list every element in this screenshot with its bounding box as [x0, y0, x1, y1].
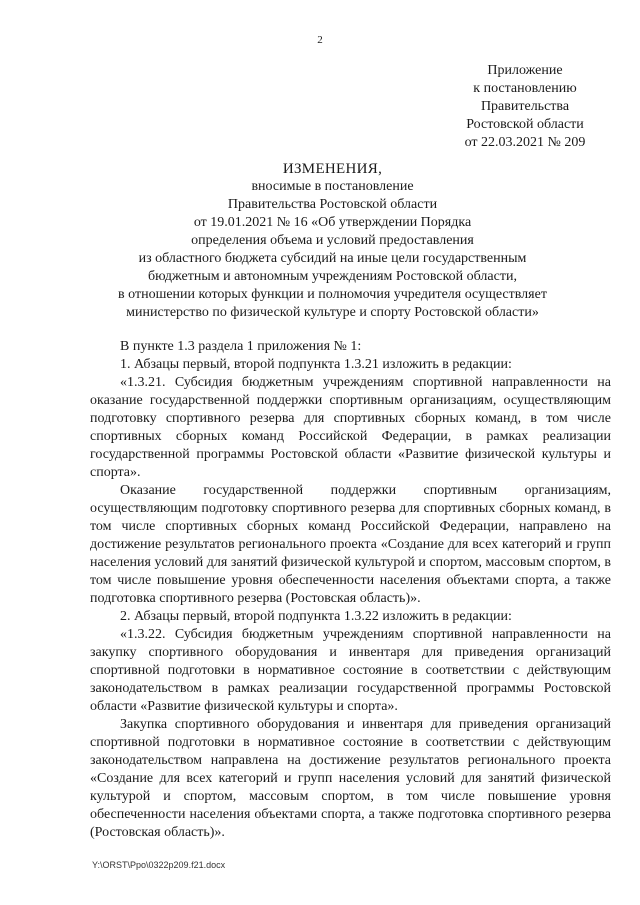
- header-line: министерство по физической культуре и спорту Ростовской области»: [126, 305, 539, 320]
- body-paragraph: 2. Абзацы первый, второй подпункта 1.3.22 изложить в редакции:: [120, 609, 512, 624]
- header-line: Правительства Ростовской области: [227, 197, 438, 212]
- header-line: вносимые в постановление: [251, 179, 414, 194]
- header-line: от 19.01.2021 № 16 «Об утверждении Порядка: [193, 215, 472, 230]
- body-paragraph: «1.3.22. Субсидия бюджетным учреждениям спортивной направленности на закупку спортивного оборудования и инвентаря для приведения организаций спортивной подготовки в нормативное состояние в соответствии с действующим законодательством в рамках реализации государственной программы Ростовской области «Развитие физической культуры и спорта».: [90, 627, 611, 714]
- body-paragraph: Закупка спортивного оборудования и инвентаря для приведения организаций спортивной подготовки в нормативное состояние в соответствии с действующим законодательством направлена на достижение результатов регионального проекта «Создание для всех категорий и групп населения условий для занятий физической культурой и спортом, массовым спортом, в том числе повышение уровня обеспеченности населения объектами спорта, а также подготовка спортивного резерва (Ростовская область)».: [90, 717, 611, 840]
- approval-line: к постановлению: [473, 81, 577, 96]
- header-line: из областного бюджета субсидий на иные цели государственным: [138, 251, 527, 266]
- body-paragraph: В пункте 1.3 раздела 1 приложения № 1:: [120, 339, 362, 354]
- approval-block: [440, 62, 610, 152]
- document-body: [90, 338, 611, 842]
- document-header: [70, 160, 595, 322]
- approval-line: Приложение: [487, 63, 563, 78]
- footer-file-path: Y:\ORST\Ppo\0322p209.f21.docx: [92, 860, 226, 870]
- body-paragraph: Оказание государственной поддержки спортивным организациям, осуществляющим подготовку спортивного резерва для спортивных сборных команд, в том числе спортивных сборных команд Российской Федерации, направлено на достижение результатов регионального проекта «Создание для всех категорий и групп населения условий для занятий физической культурой и спортом, массовым спортом, в том числе повышение уровня обеспеченности населения объектами спорта, а также подготовка спортивного резерва (Ростовская область)».: [90, 483, 611, 606]
- body-paragraph: 1. Абзацы первый, второй подпункта 1.3.21 изложить в редакции:: [120, 357, 512, 372]
- header-line: в отношении которых функции и полномочия учредителя осуществляет: [118, 287, 547, 302]
- approval-line: Ростовской области: [466, 117, 584, 132]
- header-line: определения объема и условий предоставления: [191, 233, 474, 248]
- approval-line: от 22.03.2021 № 209: [464, 135, 586, 150]
- body-paragraph: «1.3.21. Субсидия бюджетным учреждениям спортивной направленности на оказание государственной поддержки спортивным организациям, осуществляющим подготовку спортивного резерва для спортивных сборных команд, в том числе спортивных сборных команд Российской Федерации, в рамках реализации государственной программы Ростовской области «Развитие физической культуры и спорта».: [90, 375, 611, 480]
- header-line: бюджетным и автономным учреждениям Ростовской области,: [148, 269, 517, 284]
- page-number: 2: [317, 34, 323, 46]
- document-title: ИЗМЕНЕНИЯ,: [282, 161, 383, 177]
- approval-line: Правительства: [480, 99, 570, 114]
